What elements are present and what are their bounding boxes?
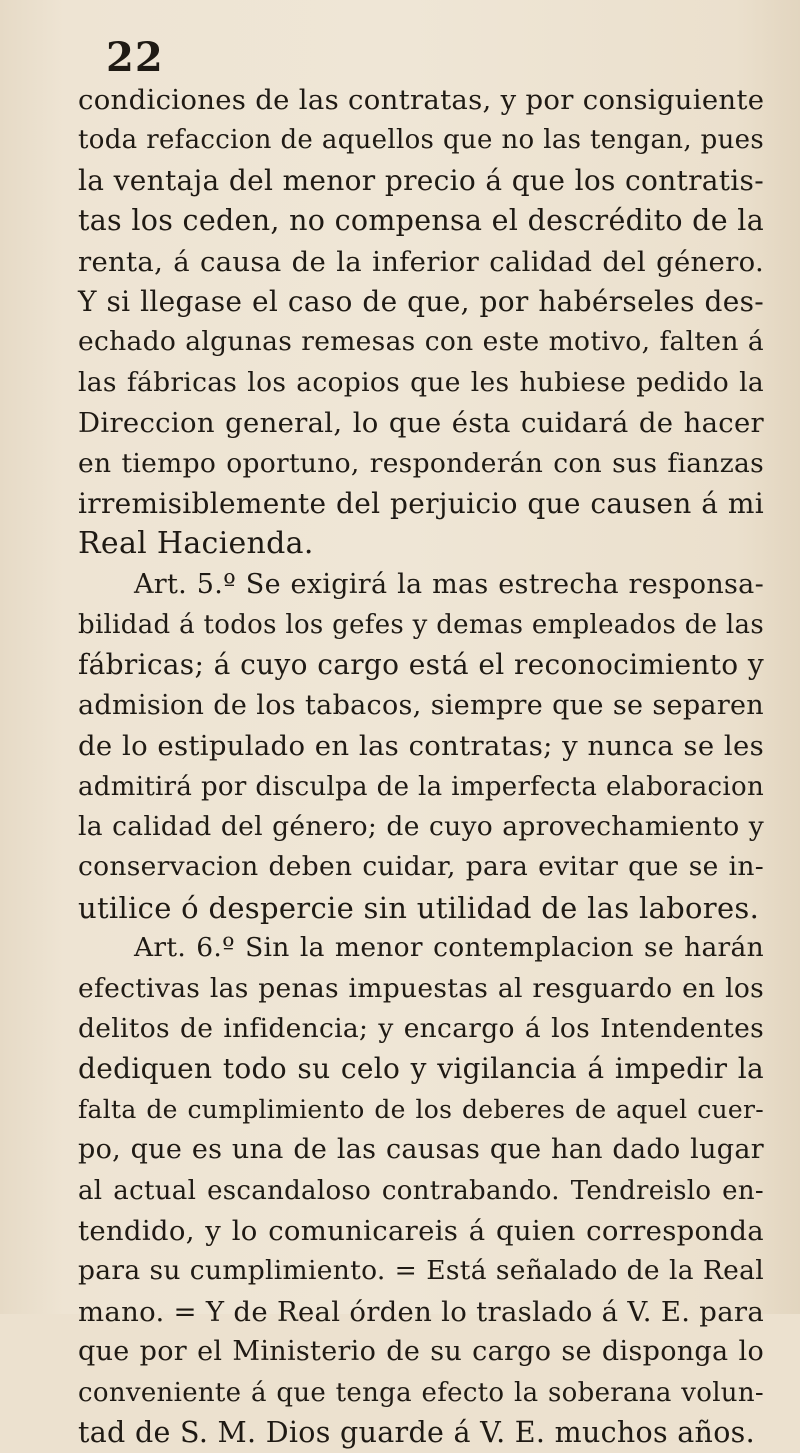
text-line: en tiempo oportuno, responderán con sus fianzas [78, 447, 764, 479]
text-line: al actual escandaloso contrabando. Tendreislo en- [78, 1175, 764, 1206]
text-line: falta de cumplimiento de los deberes de aquel cuer- [78, 1094, 764, 1124]
text-line: tad de S. M. Dios guarde á V. E. muchos años. [78, 1415, 755, 1449]
text-line: dediquen todo su celo y vigilancia á impedir la [78, 1052, 764, 1086]
text-line: po, que es una de las causas que han dado lugar [78, 1134, 764, 1166]
text-line: conveniente á que tenga efecto la soberana volun- [78, 1377, 764, 1408]
text-line: las fábricas los acopios que les hubiese pedido la [78, 366, 764, 398]
text-line: conservacion deben cuidar, para evitar que se in- [78, 851, 764, 883]
text-line: echado algunas remesas con este motivo, falten á [78, 326, 764, 358]
text-line: de lo estipulado en las contratas; y nunca se les [78, 730, 764, 763]
text-line: Direccion general, lo que ésta cuidará de hacer [78, 407, 764, 440]
text-line: mano. = Y de Real órden lo traslado á V. E. para [78, 1295, 765, 1328]
text-line: para su cumplimiento. = Está señalado de la Real [78, 1255, 764, 1287]
text-line: Art. 6.º Sin la menor contemplacion se harán [134, 932, 764, 964]
text-line: irremisiblemente del perjuicio que causen á mi [78, 486, 764, 520]
text-line: bilidad á todos los gefes y demas empleados de las [78, 610, 764, 641]
text-line: condiciones de las contratas, y por consiguiente [78, 84, 765, 116]
text-line: utilice ó despercie sin utilidad de las labores. [78, 890, 760, 925]
text-line: admitirá por disculpa de la imperfecta elaboracion [78, 771, 764, 802]
text-line: la calidad del género; de cuyo aprovechamiento y [78, 811, 764, 843]
body-text [78, 80, 764, 1453]
text-line: fábricas; á cuyo cargo está el reconocimiento y [78, 648, 764, 682]
text-line: delitos de infidencia; y encargo á los Intendentes [78, 1012, 764, 1044]
text-line: tas los ceden, no compensa el descrédito de la [78, 204, 764, 238]
text-line: admision de los tabacos, siempre que se separen [78, 689, 764, 721]
text-line: Y si llegase el caso de que, por habérseles des- [78, 284, 764, 318]
text-line: tendido, y lo comunicareis á quien corresponda [78, 1214, 764, 1247]
text-line: efectivas las penas impuestas al resguardo en los [78, 972, 764, 1004]
text-line: renta, á causa de la inferior calidad del género. [78, 245, 764, 278]
text-line: Art. 5.º Se exigirá la mas estrecha responsa- [134, 568, 764, 600]
text-line: toda refaccion de aquellos que no las tengan, pues [78, 125, 764, 156]
text-line: que por el Ministerio de su cargo se disponga lo [78, 1336, 764, 1368]
text-line: Real Hacienda. [78, 526, 314, 562]
text-line: la ventaja del menor precio á que los contratis- [78, 163, 764, 197]
page-number: 22 [106, 34, 164, 81]
